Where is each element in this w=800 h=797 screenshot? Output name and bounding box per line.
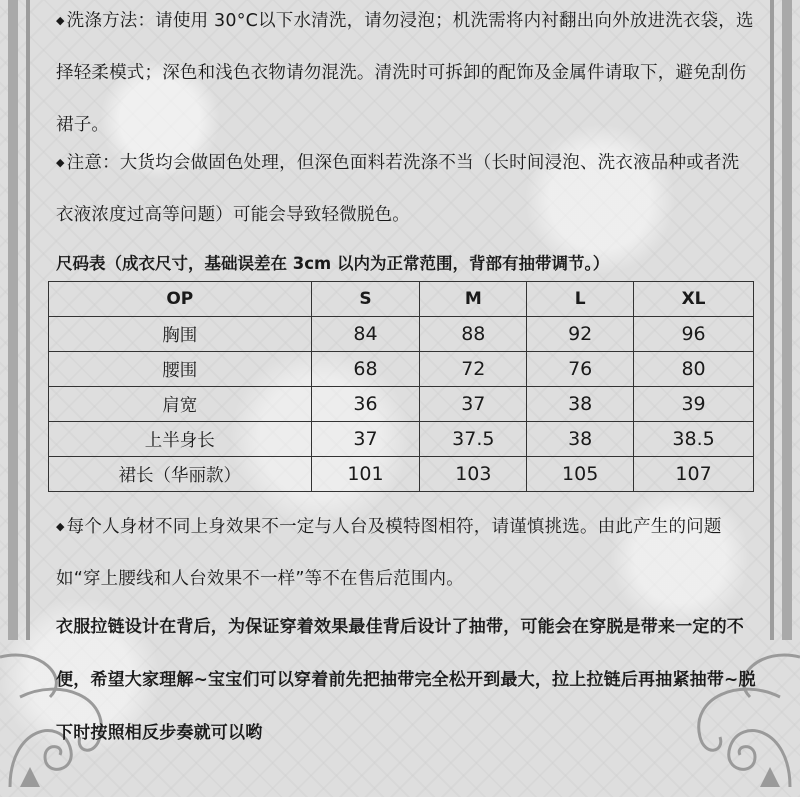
measurement-label: 腰围 [49, 352, 312, 387]
fit-notice-text: 每个人身材不同上身效果不一定与人台及模特图相符，请谨慎挑选。由此产生的问题如“穿上腰线和人台效果不一样”等不在售后范围内。 [56, 517, 722, 589]
table-row [49, 317, 754, 352]
dye-notice-text: 注意：大货均会做固色处理，但深色面料若洗涤不当（长时间浸泡、洗衣液品种或者洗衣液浓度过高等问题）可能会导致轻微脱色。 [56, 153, 740, 225]
right-frame-bar [782, 0, 792, 640]
washing-text: 洗涤方法：请使用 30°C以下水清洗，请勿浸泡；机洗需将内衬翻出向外放进洗衣袋，选择轻柔模式；深色和浅色衣物请勿混洗。清洗时可拆卸的配饰及金属件请取下，避免刮伤裙子。 [56, 11, 754, 135]
zipper-notice [56, 601, 756, 760]
table-cell: 92 [527, 317, 634, 352]
table-cell: 38 [527, 387, 634, 422]
table-row [49, 352, 754, 387]
zipper-notice-text: 衣服拉链设计在背后，为保证穿着效果最佳背后设计了抽带，可能会在穿脱是带来一定的不便，希望大家理解~宝宝们可以穿着前先把抽带完全松开到最大，拉上拉链后再抽紧抽带~脱下时按照相反步奏就可以哟 [56, 617, 756, 743]
header-cell: OP [49, 282, 312, 317]
table-cell: 107 [634, 457, 754, 492]
table-row [49, 422, 754, 457]
table-cell: 37.5 [420, 422, 527, 457]
table-row [49, 387, 754, 422]
header-cell: XL [634, 282, 754, 317]
measurement-label: 裙长（华丽款） [49, 457, 312, 492]
header-cell: M [420, 282, 527, 317]
table-cell: 88 [420, 317, 527, 352]
fit-notice [56, 501, 756, 605]
table-cell: 36 [311, 387, 420, 422]
measurement-label: 肩宽 [49, 387, 312, 422]
measurement-label: 上半身长 [49, 422, 312, 457]
table-cell: 37 [420, 387, 527, 422]
table-cell: 39 [634, 387, 754, 422]
table-cell: 84 [311, 317, 420, 352]
table-row [49, 457, 754, 492]
left-frame-line [26, 0, 30, 640]
header-cell: L [527, 282, 634, 317]
table-cell: 103 [420, 457, 527, 492]
diamond-bullet-icon: ◆ [56, 14, 65, 27]
table-cell: 37 [311, 422, 420, 457]
measurement-label: 胸围 [49, 317, 312, 352]
table-cell: 38.5 [634, 422, 754, 457]
washing-instructions [56, 0, 756, 151]
table-cell: 105 [527, 457, 634, 492]
table-cell: 101 [311, 457, 420, 492]
size-chart-title: 尺码表（成衣尺寸，基础误差在 3cm 以内为正常范围，背部有抽带调节。） [56, 254, 610, 273]
table-cell: 96 [634, 317, 754, 352]
table-cell: 76 [527, 352, 634, 387]
diamond-bullet-icon: ◆ [56, 156, 65, 169]
left-frame-bar [8, 0, 18, 640]
diamond-bullet-icon: ◆ [56, 520, 65, 533]
dye-notice [56, 137, 756, 241]
table-cell: 72 [420, 352, 527, 387]
table-cell: 80 [634, 352, 754, 387]
table-cell: 68 [311, 352, 420, 387]
table-cell: 38 [527, 422, 634, 457]
size-chart-header-row [49, 282, 754, 317]
size-chart-table [48, 281, 754, 492]
header-cell: S [311, 282, 420, 317]
right-frame-line [770, 0, 774, 640]
